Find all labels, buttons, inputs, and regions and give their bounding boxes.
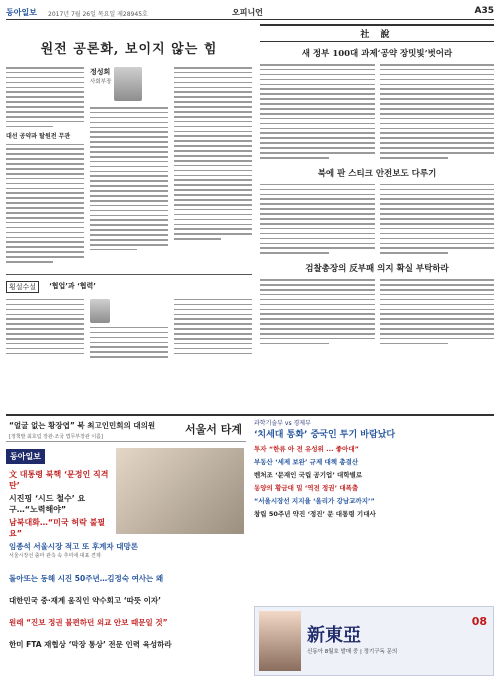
ad-a-big: 서울서 타계 [185,423,242,436]
author-role: 사회부장 [90,79,112,85]
ad-c-item-0: 투자 “한류 아 전 유성위 ... 좋아대” [254,445,359,453]
ad-b-headline-1: 文 대통령 북핵 ‘문정인 직격탄’ [9,470,109,490]
column2-col-2 [90,299,168,361]
column2-tag: 횡설수설 [6,281,39,293]
author-byline [90,67,168,101]
editorial-3-headline: 검찰총장의 反부패 의지 확실 부탁하라 [305,264,449,275]
ad-c-topline: 과학기술부 vs 경제부 [254,420,311,427]
masthead [6,6,494,20]
ad-b-row-1-text: 임종석 서울시장 적고 또 후계자 대망론 [9,542,138,551]
ad-a-title: “얼굴 없는 황장엽” 북 최고인민회의 대의원 [9,421,156,430]
column2-col-1 [6,299,84,361]
ad-monthly-magazine[interactable] [254,418,494,682]
ad-weekly-magazine[interactable] [6,444,246,682]
advertisement-area [6,414,494,684]
ad-b-headline-3: 남북대화…“미국 허락 불필요” [9,518,106,538]
column2-body [6,299,252,361]
editorial-3-body [260,279,494,347]
ad-b-photo [116,448,244,534]
ad-b-row-1 [6,540,246,560]
left-column [6,24,252,361]
body-col-2 [90,67,168,266]
issue-date: 2017년 7월 26일 목요일 제28945호 [48,11,148,18]
body-col-1 [6,67,84,266]
ad-b-headline-2: 시진핑 ‘시드 철수’ 요구…“노력해야” [9,494,86,514]
column2-header [6,281,252,293]
ad-c-item-4: “서울시장선 지지율 ‘올리가 강남교까지’” [254,497,375,505]
editorial-1-body [260,64,494,162]
magazine-cover [259,611,301,671]
ad-b-brand: 동아일보 [6,449,45,464]
author-photo [114,67,142,101]
column-divider [6,274,252,275]
editorial-column [260,24,494,348]
ad-c-headline: ‘치세대 통화’ 중국인 투기 바람났다 [254,430,396,440]
body-col-3 [174,67,252,266]
column-headline: 원전 공론화, 보이지 않는 힘 [40,42,218,57]
ad-c-item-1: 부동산 ‘세제 보완’ 규제 대책 총결산 [254,458,359,466]
editorial-label: 社 說 [260,24,494,42]
column-body [6,67,252,266]
editorial-1-headline: 새 정부 100대 과제‘공약 장밋빛’벗어라 [301,49,453,59]
ad-a-sub: [정책발 최호림 장관·조국 법무부장관 이름] [9,434,103,440]
ad-c-item-5: 창립 50주년 약진 ‘정진’ 문 대통령 기대사 [254,510,376,518]
newspaper-logo: 동아일보 [6,8,37,17]
column2-title: ‘협업’과 ‘협력’ [49,281,96,290]
section-title: 오피니언 [232,8,263,17]
ad-headline-banner[interactable] [6,418,246,442]
magazine-issue: 08 [471,615,487,628]
ad-c-item-2: 벤처조 ‘문재인 국립 공기업’ 대학별로 [254,471,363,479]
ad-b-row-3: 대한민국 중·재계 움직인 약수회고 ‘따뜻 이자’ [9,596,162,605]
magazine-tagline: 신동아 8월호 발매 중 | 정기구독 문의 [307,649,398,655]
body-subhead: 대선 공약과 탈원전 무관 [6,132,71,140]
author-name: 정성희 [90,68,111,76]
column2-photo [90,299,110,323]
magazine-promo[interactable] [254,606,494,676]
magazine-logo: 新東亞 [307,625,361,646]
editorial-2-body [260,184,494,257]
editorial-2-headline: 북에 판 스티크 안전보도 다루기 [317,168,437,179]
ad-c-item-3: 동양의 황금대 밀 ‘역전 정권’ 대폭출 [254,484,359,492]
ad-b-row-1-sub: 서울시장선 출마 관측 속 추미애 대표 견제 [9,553,101,559]
ad-b-row-4: 원래 “진보 정권 불편하던 외교 안보 때문일 것” [9,618,168,627]
ad-b-row-5: 한미 FTA 재협상 ‘막장 통상’ 전문 인력 육성하라 [9,640,172,649]
ad-b-row-2: 돌아또는 동해 시진 50주년…김정숙 여사는 왜 [9,574,164,583]
column2-col-3 [174,299,252,361]
page-number: A35 [474,6,494,16]
